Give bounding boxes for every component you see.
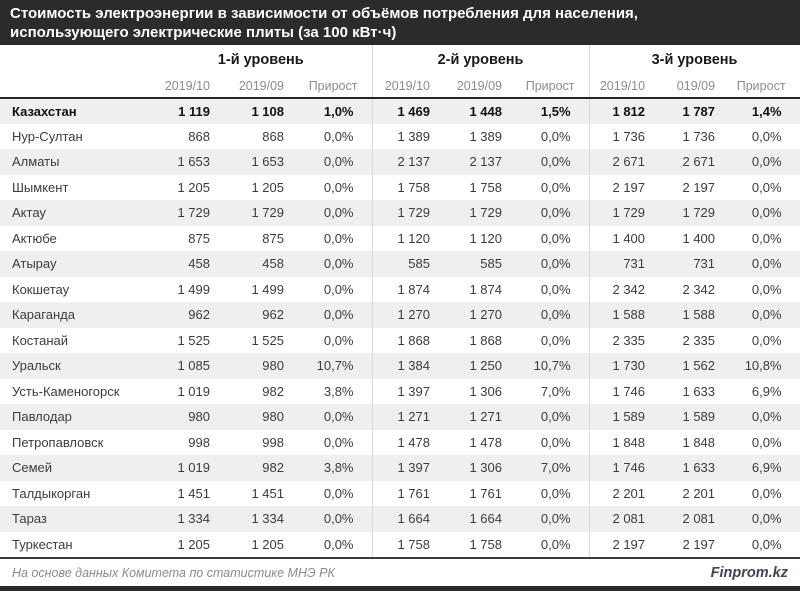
price-cell: 1 448: [469, 103, 502, 119]
region-name: Костанай: [12, 332, 69, 348]
growth-cell: 0,0%: [540, 485, 571, 501]
column-group-level-3: 3-й уровень: [589, 45, 800, 74]
price-cell: 1 848: [589, 430, 659, 456]
footer: [0, 557, 800, 586]
growth-cell: 1,0%: [323, 103, 354, 119]
region-name: Петропавловск: [12, 434, 104, 450]
price-cell: 980: [188, 409, 210, 425]
region-name: Караганда: [12, 307, 75, 323]
price-cell: 2 197: [589, 532, 659, 558]
price-cell: 1 499: [177, 281, 210, 297]
price-cell: 1 874: [469, 281, 502, 297]
region-name: Алматы: [12, 154, 60, 170]
price-cell: 585: [372, 251, 444, 277]
price-cell: 2 671: [589, 149, 659, 175]
price-cell: 980: [262, 358, 284, 374]
price-cell: 2 197: [682, 179, 716, 195]
growth-cell: 0,0%: [540, 511, 571, 527]
price-cell: 998: [188, 434, 210, 450]
table-row: [0, 124, 800, 150]
growth-cell: 0,0%: [323, 332, 354, 348]
price-cell: 1 397: [372, 379, 444, 405]
price-cell: 1 478: [469, 434, 502, 450]
price-cell: 1 469: [372, 98, 444, 124]
price-cell: 1 451: [177, 485, 210, 501]
region-name: Кокшетау: [12, 281, 70, 297]
price-cell: 1 120: [372, 226, 444, 252]
region-name: Тараз: [12, 511, 47, 527]
region-name: Павлодар: [12, 409, 72, 425]
region-name: Актау: [12, 205, 46, 221]
growth-cell: 10,8%: [729, 353, 800, 379]
growth-cell: 0,0%: [323, 409, 354, 425]
col-header-l2-2019-10: 2019/10: [372, 74, 444, 98]
col-header-l1-growth: Прирост: [298, 74, 372, 98]
price-cell: 1 205: [177, 179, 210, 195]
price-cell: 1 736: [682, 128, 716, 144]
price-cell: 2 201: [682, 485, 716, 501]
price-cell: 1 653: [251, 154, 284, 170]
price-cell: 875: [262, 230, 284, 246]
growth-cell: 0,0%: [323, 281, 354, 297]
price-cell: 1 868: [469, 332, 502, 348]
growth-cell: 0,0%: [540, 230, 571, 246]
price-cell: 2 197: [589, 175, 659, 201]
price-cell: 1 664: [469, 511, 502, 527]
title-line-1: Стоимость электроэнергии в зависимости от объёмов потребления для населения,: [10, 5, 638, 22]
corner-cell: [0, 45, 150, 98]
price-cell: 1 389: [469, 128, 502, 144]
price-cell: 1 589: [589, 404, 659, 430]
price-cell: 1 746: [589, 379, 659, 405]
region-name: Казахстан: [12, 103, 77, 119]
price-cell: 1 334: [251, 511, 284, 527]
price-cell: 1 729: [177, 205, 210, 221]
price-cell: 2 081: [589, 506, 659, 532]
growth-cell: 0,0%: [323, 128, 354, 144]
price-cell: 731: [589, 251, 659, 277]
col-header-l1-2019-09: 2019/09: [224, 74, 298, 98]
price-cell: 1 389: [372, 124, 444, 150]
growth-cell: 0,0%: [540, 409, 571, 425]
growth-cell: 6,9%: [729, 379, 800, 405]
growth-cell: 6,9%: [729, 455, 800, 481]
price-cell: 1 451: [251, 485, 284, 501]
price-cell: 1 499: [251, 281, 284, 297]
col-header-l2-growth: Прирост: [516, 74, 589, 98]
growth-cell: 3,8%: [323, 460, 354, 476]
price-cell: 585: [480, 256, 502, 272]
price-cell: 458: [262, 256, 284, 272]
growth-cell: 0,0%: [729, 481, 800, 507]
column-group-level-1: 1-й уровень: [217, 51, 304, 68]
table-row: [0, 506, 800, 532]
growth-cell: 0,0%: [323, 256, 354, 272]
price-cell: 1 400: [682, 230, 716, 246]
growth-cell: 1,4%: [729, 98, 800, 124]
growth-cell: 0,0%: [323, 511, 354, 527]
price-cell: 868: [262, 128, 284, 144]
price-cell: 2 201: [589, 481, 659, 507]
price-cell: 731: [693, 256, 716, 272]
growth-cell: 0,0%: [729, 226, 800, 252]
growth-cell: 0,0%: [729, 328, 800, 354]
growth-cell: 7,0%: [540, 383, 571, 399]
region-name: Шымкент: [12, 179, 69, 195]
brand-logo: Finprom.kz: [710, 564, 788, 581]
price-cell: 1 271: [469, 409, 502, 425]
price-cell: 1 120: [469, 230, 502, 246]
price-cell: 1 729: [251, 205, 284, 221]
price-cell: 1 334: [177, 511, 210, 527]
table-row: [0, 175, 800, 201]
growth-cell: 0,0%: [729, 149, 800, 175]
price-cell: 1 868: [372, 328, 444, 354]
growth-cell: 0,0%: [323, 307, 354, 323]
price-cell: 998: [262, 434, 284, 450]
region-name: Туркестан: [12, 536, 73, 552]
table-row: [0, 98, 800, 124]
price-cell: 2 335: [589, 328, 659, 354]
price-cell: 1 270: [372, 302, 444, 328]
price-cell: 1 019: [177, 460, 210, 476]
price-cell: 1 758: [469, 179, 502, 195]
region-name: Актюбе: [12, 230, 57, 246]
price-cell: 1 729: [589, 200, 659, 226]
price-cell: 1 874: [372, 277, 444, 303]
growth-cell: 0,0%: [729, 175, 800, 201]
price-cell: 1 729: [372, 200, 444, 226]
price-cell: 962: [262, 307, 284, 323]
price-cell: 1 746: [589, 455, 659, 481]
growth-cell: 0,0%: [540, 179, 571, 195]
growth-cell: 0,0%: [729, 302, 800, 328]
growth-cell: 0,0%: [540, 256, 571, 272]
table-row: [0, 200, 800, 226]
title-bar: [0, 0, 800, 45]
col-header-l1-2019-10: 2019/10: [150, 74, 224, 98]
growth-cell: 3,8%: [323, 383, 354, 399]
table-row: [0, 455, 800, 481]
price-cell: 1 271: [372, 404, 444, 430]
growth-cell: 0,0%: [540, 332, 571, 348]
growth-cell: 0,0%: [540, 154, 571, 170]
growth-cell: 1,5%: [540, 103, 571, 119]
table-row: [0, 277, 800, 303]
price-cell: 1 653: [177, 154, 210, 170]
price-cell: 1 478: [372, 430, 444, 456]
growth-cell: 0,0%: [323, 205, 354, 221]
growth-cell: 0,0%: [323, 485, 354, 501]
price-cell: 2 335: [682, 332, 716, 348]
price-cell: 1 588: [589, 302, 659, 328]
price-cell: 1 400: [589, 226, 659, 252]
title-line-2: использующего электрические плиты (за 100 кВт·ч): [10, 24, 397, 41]
price-cell: 1 761: [372, 481, 444, 507]
table-row: [0, 226, 800, 252]
price-cell: 1 758: [469, 536, 502, 552]
price-cell: 1 270: [469, 307, 502, 323]
price-cell: 1 205: [251, 536, 284, 552]
table-header: [0, 45, 800, 98]
growth-cell: 0,0%: [323, 154, 354, 170]
region-name: Талдыкорган: [12, 485, 91, 501]
table-row: [0, 353, 800, 379]
growth-cell: 0,0%: [540, 307, 571, 323]
price-cell: 982: [262, 460, 284, 476]
growth-cell: 0,0%: [323, 179, 354, 195]
growth-cell: 0,0%: [729, 124, 800, 150]
growth-cell: 0,0%: [729, 532, 800, 558]
price-cell: 1 525: [251, 332, 284, 348]
price-cell: 1 758: [372, 175, 444, 201]
price-cell: 1 848: [682, 434, 716, 450]
price-cell: 1 812: [589, 98, 659, 124]
price-cell: 1 633: [682, 460, 716, 476]
growth-cell: 0,0%: [729, 251, 800, 277]
growth-cell: 0,0%: [729, 404, 800, 430]
price-cell: 980: [262, 409, 284, 425]
price-cell: 1 758: [372, 532, 444, 558]
growth-cell: 10,7%: [316, 358, 354, 374]
table-row: [0, 328, 800, 354]
price-cell: 458: [188, 256, 210, 272]
price-cell: 1 730: [589, 353, 659, 379]
price-cell: 1 736: [589, 124, 659, 150]
price-cell: 1 664: [372, 506, 444, 532]
price-cell: 2 197: [682, 536, 716, 552]
region-name: Нур-Султан: [12, 128, 83, 144]
source-note: На основе данных Комитета по статистике МНЭ РК: [12, 565, 335, 580]
price-cell: 1 761: [469, 485, 502, 501]
col-header-l3-growth: Прирост: [729, 74, 800, 98]
growth-cell: 7,0%: [540, 460, 571, 476]
price-cell: 1 119: [178, 103, 210, 119]
table-row: [0, 302, 800, 328]
col-header-l3-2019-09: 019/09: [659, 74, 729, 98]
price-cell: 2 342: [589, 277, 659, 303]
price-cell: 2 137: [469, 154, 502, 170]
price-cell: 1 525: [177, 332, 210, 348]
growth-cell: 0,0%: [323, 230, 354, 246]
growth-cell: 0,0%: [540, 536, 571, 552]
growth-cell: 0,0%: [540, 434, 571, 450]
price-cell: 1 019: [177, 383, 210, 399]
growth-cell: 0,0%: [540, 205, 571, 221]
price-cell: 962: [188, 307, 210, 323]
growth-cell: 0,0%: [729, 277, 800, 303]
table-body: [0, 98, 800, 557]
table-row: [0, 379, 800, 405]
growth-cell: 0,0%: [729, 430, 800, 456]
price-cell: 1 384: [372, 353, 444, 379]
growth-cell: 0,0%: [540, 128, 571, 144]
region-name: Атырау: [12, 256, 57, 272]
price-cell: 1 108: [251, 103, 284, 119]
price-cell: 1 787: [682, 103, 716, 119]
price-cell: 1 205: [177, 536, 210, 552]
col-header-l2-2019-09: 2019/09: [444, 74, 516, 98]
price-cell: 875: [188, 230, 210, 246]
column-group-level-2: 2-й уровень: [372, 45, 589, 74]
price-cell: 1 250: [469, 358, 502, 374]
growth-cell: 0,0%: [540, 281, 571, 297]
table-row: [0, 251, 800, 277]
region-name: Усть-Каменогорск: [12, 383, 120, 399]
table-row: [0, 149, 800, 175]
price-cell: 1 085: [177, 358, 210, 374]
price-cell: 982: [262, 383, 284, 399]
table-row: [0, 430, 800, 456]
price-cell: 2 671: [682, 154, 716, 170]
price-cell: 1 633: [682, 383, 716, 399]
price-cell: 1 205: [251, 179, 284, 195]
growth-cell: 0,0%: [729, 506, 800, 532]
price-cell: 2 342: [682, 281, 716, 297]
region-name: Семей: [12, 460, 53, 476]
table-row: [0, 481, 800, 507]
region-name: Уральск: [12, 358, 61, 374]
group-header-row: [0, 45, 800, 74]
price-cell: 1 562: [682, 358, 716, 374]
price-cell: 2 081: [682, 511, 716, 527]
table-row: [0, 532, 800, 558]
growth-cell: 10,7%: [533, 358, 571, 374]
growth-cell: 0,0%: [729, 200, 800, 226]
price-cell: 1 589: [682, 409, 716, 425]
price-cell: 1 729: [682, 205, 716, 221]
price-cell: 1 588: [682, 307, 716, 323]
price-cell: 1 397: [372, 455, 444, 481]
col-header-l3-2019-10: 2019/10: [589, 74, 659, 98]
price-cell: 1 729: [469, 205, 502, 221]
price-cell: 2 137: [372, 149, 444, 175]
growth-cell: 0,0%: [323, 536, 354, 552]
price-cell: 1 306: [469, 460, 502, 476]
bottom-bar: [0, 586, 800, 591]
price-cell: 1 306: [469, 383, 502, 399]
table-row: [0, 404, 800, 430]
tariff-table: [0, 45, 800, 557]
price-cell: 868: [188, 128, 210, 144]
growth-cell: 0,0%: [323, 434, 354, 450]
